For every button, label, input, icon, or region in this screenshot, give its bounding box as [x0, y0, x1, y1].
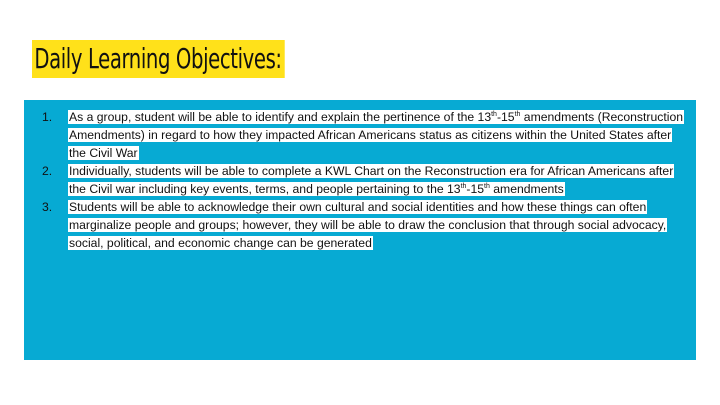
- list-number: 3.: [42, 200, 53, 214]
- list-number: 2.: [42, 164, 53, 178]
- list-item: [24, 198, 696, 252]
- objective-text: As a group, student will be able to identify and explain the pertinence of the 13th-15th amendments (Reconstruction Amendments) in regard to how they impacted African Americans status as citizens within the United States after the Civil War: [69, 110, 683, 160]
- objectives-panel: [24, 100, 696, 360]
- objective-text: Students will be able to acknowledge their own cultural and social identities and how these things can often marginalize people and groups; however, they will be able to draw the conclusion that through social advocacy, social, political, and economic change can be generated: [69, 200, 667, 250]
- slide-title: Daily Learning Objectives:: [32, 40, 285, 78]
- objective-text: Individually, students will be able to complete a KWL Chart on the Reconstruction era for African Americans after the Civil war including key events, terms, and people pertaining to the 13th-15th amendments: [69, 164, 674, 196]
- list-item: [24, 162, 696, 198]
- list-item: [24, 108, 696, 162]
- objectives-list: [24, 108, 696, 252]
- list-number: 1.: [42, 110, 53, 124]
